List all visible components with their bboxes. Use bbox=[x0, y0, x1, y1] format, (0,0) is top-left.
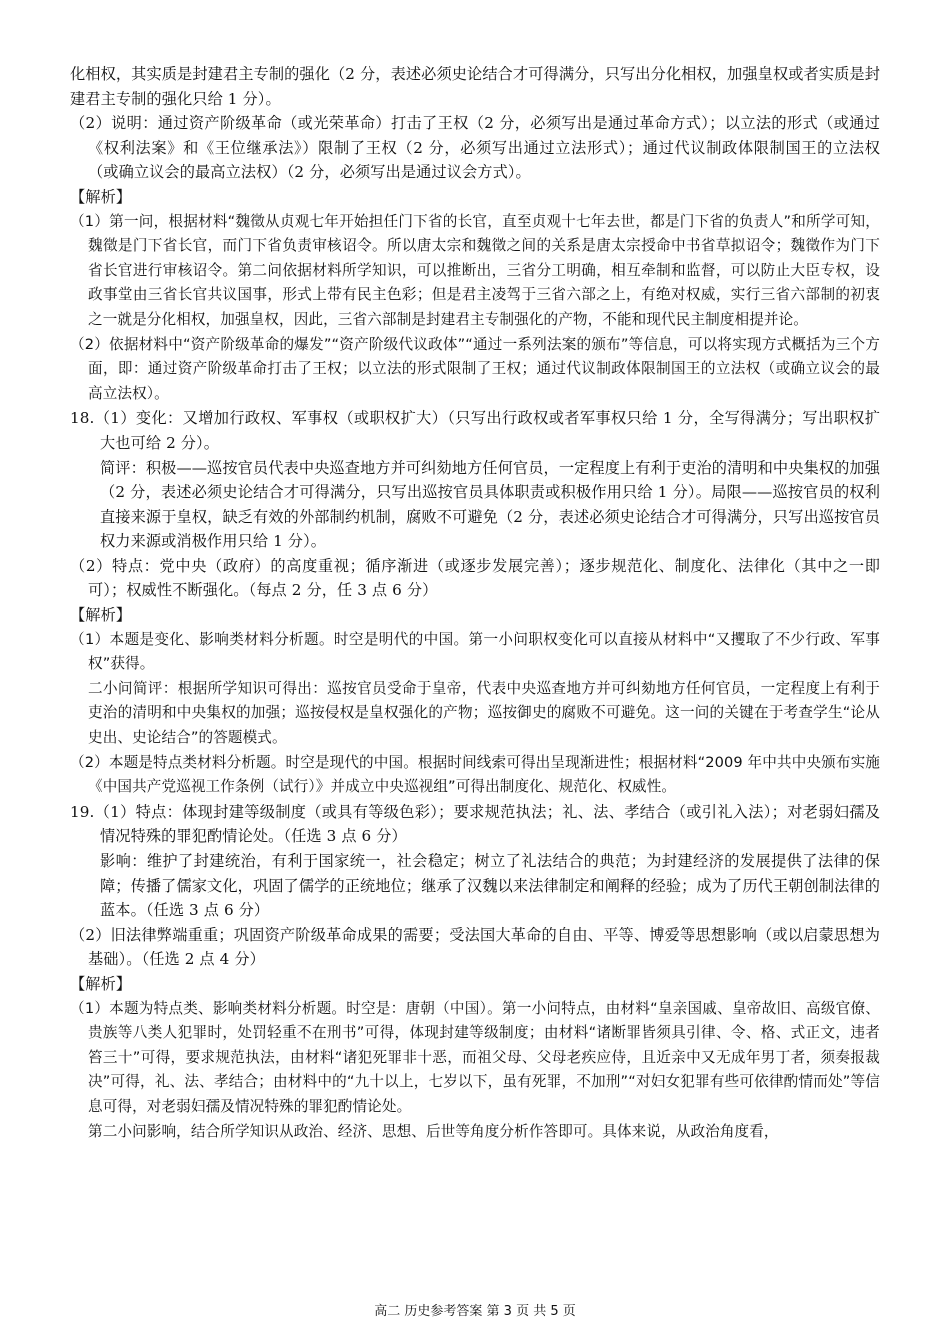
paragraph-18-2-answer: （2）特点：党中央（政府）的高度重视；循序渐进（或逐步发展完善）；逐步规范化、制度化、法律化（其中之一即可）；权威性不断强化。（每点 2 分，任 3 点 6 分） bbox=[70, 556, 880, 600]
paragraph-19-1-influence: 影响：维护了封建统治，有利于国家统一，社会稳定；树立了礼法结合的典范；为封建经济的发展提供了法律的保障；传播了儒家文化，巩固了儒学的正统地位；继承了汉魏以来法律制定和阐释的经验；成为了历代王朝创制法律的蓝本。（任选 3 点 6 分） bbox=[100, 852, 880, 920]
analysis-17-2: （2）依据材料中“资产阶级革命的爆发”“资产阶级代议政体”“通过一系列法案的颁布”等信息，可以将实现方式概括为三个方面，即：通过资产阶级革命打击了王权；以立法的形式限制了王权；通过代议制政体限制国王的立法权（或确立议会的最高立法权）。 bbox=[70, 335, 880, 402]
analysis-18-2: （2）本题是特点类材料分析题。时空是现代的中国。根据时间线索可得出呈现渐进性；根据材料“2009 年中共中央颁布实施《中国共产党巡视工作条例（试行）》并成立中央巡视组”可得出制度化、规范化、权威性。 bbox=[70, 753, 880, 796]
paragraph-17-2-answer: （2）说明：通过资产阶级革命（或光荣革命）打击了王权（2 分，必须写出是通过革命方式）；以立法的形式（或通过《权利法案》和《王位继承法》）限制了王权（2 分，必须写出通过立法形式）；通过代议制政体限制国王的立法权（或确立议会的最高立法权）（2 分，必须写出是通过议会方式）。 bbox=[70, 114, 880, 182]
analysis-17-1: （1）第一问，根据材料“魏徵从贞观七年开始担任门下省的长官，直至贞观十七年去世，都是门下省的负责人”和所学可知，魏徵是门下省长官，而门下省负责审核诏令。所以唐太宗和魏徵之间的关系是唐太宗授命中书省草拟诏令；魏徵作为门下省长官进行审核诏令。第二问依据材料所学知识，可以推断出，三省分工明确，相互牵制和监督，可以防止大臣专权，设政事堂由三省长官共议国事，形式上带有民主色彩；但是君主凌驾于三省六部之上，有绝对权威，实行三省六部制的初衷之一就是分化相权，加强皇权，因此，三省六部制是封建君主专制强化的产物，不能和现代民主制度相提并论。 bbox=[70, 212, 880, 328]
analysis-18-1: （1）本题是变化、影响类材料分析题。时空是明代的中国。第一小问职权变化可以直接从材料中“又攫取了不少行政、军事权”获得。 bbox=[70, 630, 880, 673]
paragraph-17-1-tail: 化相权，其实质是封建君主专制的强化（2 分，表述必须史论结合才可得满分，只写出分化相权，加强皇权或者实质是封建君主专制的强化只给 1 分）。 bbox=[70, 65, 880, 108]
paragraph-18-1-answer: 18.（1）变化：又增加行政权、军事权（或职权扩大）（只写出行政权或者军事权只给 1 分，全写得满分；写出职权扩大也可给 2 分）。 bbox=[70, 409, 880, 452]
page-footer: 高二 历史参考答案 第 3 页 共 5 页 bbox=[374, 1304, 576, 1319]
analysis-19-1-influence: 第二小问影响，结合所学知识从政治、经济、思想、后世等角度分析作答即可。具体来说，从政治角度看， bbox=[88, 1122, 779, 1140]
analysis-heading-18: 【解析】 bbox=[70, 606, 132, 625]
paragraph-19-1-answer: 19.（1）特点：体现封建等级制度（或具有等级色彩）；要求规范执法；礼、法、孝结合（或引礼入法）；对老弱妇孺及情况特殊的罪犯酌情论处。（任选 3 点 6 分） bbox=[70, 802, 880, 846]
analysis-19-1: （1）本题为特点类、影响类材料分析题。时空是：唐朝（中国）。第一小问特点，由材料“皇亲国戚、皇帝故旧、高级官僚、贵族等八类人犯罪时，处罚轻重不在刑书”可得，体现封建等级制度；由材料“诸断罪皆须具引律、令、格、式正文，违者笞三十”可得，要求规范执法，由材料“诸犯死罪非十恶，而祖父母、父母老疾应侍，且近亲中又无成年男丁者，须奏报裁决”可得，礼、法、孝结合；由材料中的“九十以上，七岁以下，虽有死罪，不加刑”“对妇女犯罪有些可依律酌情而处”等信息可得，对老弱妇孺及情况特殊的罪犯酌情论处。 bbox=[70, 999, 880, 1115]
paragraph-19-2-answer: （2）旧法律弊端重重；巩固资产阶级革命成果的需要；受法国大革命的自由、平等、博爱等思想影响（或以启蒙思想为基础）。（任选 2 点 4 分） bbox=[70, 925, 880, 969]
analysis-heading-19: 【解析】 bbox=[70, 974, 132, 993]
paragraph-18-1-comment: 简评：积极——巡按官员代表中央巡查地方并可纠劾地方任何官员，一定程度上有利于吏治的清明和中央集权的加强（2 分，表述必须史论结合才可得满分，只写出巡按官员具体职责或积极作用只给 1 分）。局限——巡按官员的权利直接来源于皇权，缺乏有效的外部制约机制，腐败不可避免（2 分，表述必须史论结合才可得满分，只写出巡按官员权力来源或消极作用只给 1 分）。 bbox=[100, 458, 880, 551]
analysis-heading-17: 【解析】 bbox=[70, 187, 132, 206]
analysis-18-1-comment: 二小问简评：根据所学知识可得出：巡按官员受命于皇帝，代表中央巡查地方并可纠劾地方任何官员，一定程度上有利于吏治的清明和中央集权的加强；巡按侵权是皇权强化的产物；巡按御史的腐败不可避免。这一问的关键在于考查学生“论从史出、史论结合”的答题模式。 bbox=[88, 679, 880, 747]
